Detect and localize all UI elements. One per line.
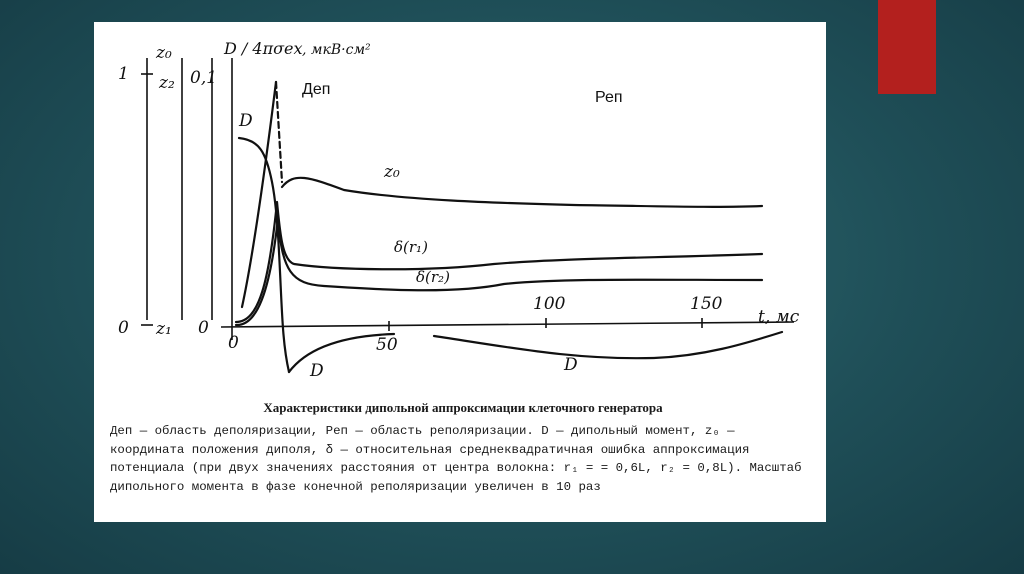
d-axis-fraction-label: D / 4πσex: [224, 39, 303, 58]
curve-delta-r2-label: δ(r₂): [416, 268, 450, 286]
x-tick-0: 0: [228, 333, 239, 353]
left-top-tick-label: 1: [118, 64, 129, 84]
curve-delta-r1: [236, 202, 762, 322]
d-axis-units-label: , мкВ·см²: [302, 42, 371, 58]
z2-axis-label: z₂: [159, 73, 175, 93]
mid-bottom-tick-label: 0: [198, 318, 209, 338]
curve-delta-r1-label: δ(r₁): [394, 238, 428, 256]
dipole-chart: [94, 22, 826, 400]
depolarization-label: Деп: [302, 81, 331, 98]
figure-caption: [110, 400, 816, 496]
curve-d-lower-left-label: D: [310, 361, 324, 381]
z0-axis-label: z₀: [156, 43, 172, 63]
curve-d-lower-right-label: D: [564, 355, 578, 375]
curve-z0-label: z₀: [384, 162, 400, 182]
mid-top-tick-label: 0,1: [190, 68, 218, 88]
x-axis-label: t, мс: [758, 307, 800, 327]
scanned-figure: [94, 22, 826, 522]
repolarization-label: Реп: [595, 89, 623, 106]
caption-body: Деп — область деполяризации, Реп — область реполяризации. D — дипольный момент, z₀ — координата положения диполя, δ — относительная среднеквадратичная ошибка аппроксимация потенциала (при двух значениях расстояния от центра волокна: r₁ = = 0,6L, r₂ = 0,8L). Масштаб дипольного момента в фазе конечной реполяризации увеличен в 10 раз: [110, 424, 802, 494]
left-bottom-tick-label: 0: [118, 318, 129, 338]
red-accent-bar: [878, 0, 936, 94]
caption-title: Характеристики дипольной аппроксимации клеточного генератора: [263, 400, 663, 415]
x-tick-50: 50: [376, 335, 398, 355]
curve-d-lower-right: [434, 332, 782, 358]
curve-z0: [282, 178, 762, 207]
curve-d-dashed-drop: [276, 82, 282, 182]
x-tick-100: 100: [533, 294, 566, 314]
curve-d-drop: [279, 252, 289, 372]
z1-axis-label: z₁: [156, 319, 172, 339]
curve-delta-r2: [236, 218, 762, 325]
x-tick-150: 150: [690, 294, 723, 314]
time-axis-line: [221, 322, 794, 327]
curve-d-upper-label: D: [239, 111, 253, 131]
